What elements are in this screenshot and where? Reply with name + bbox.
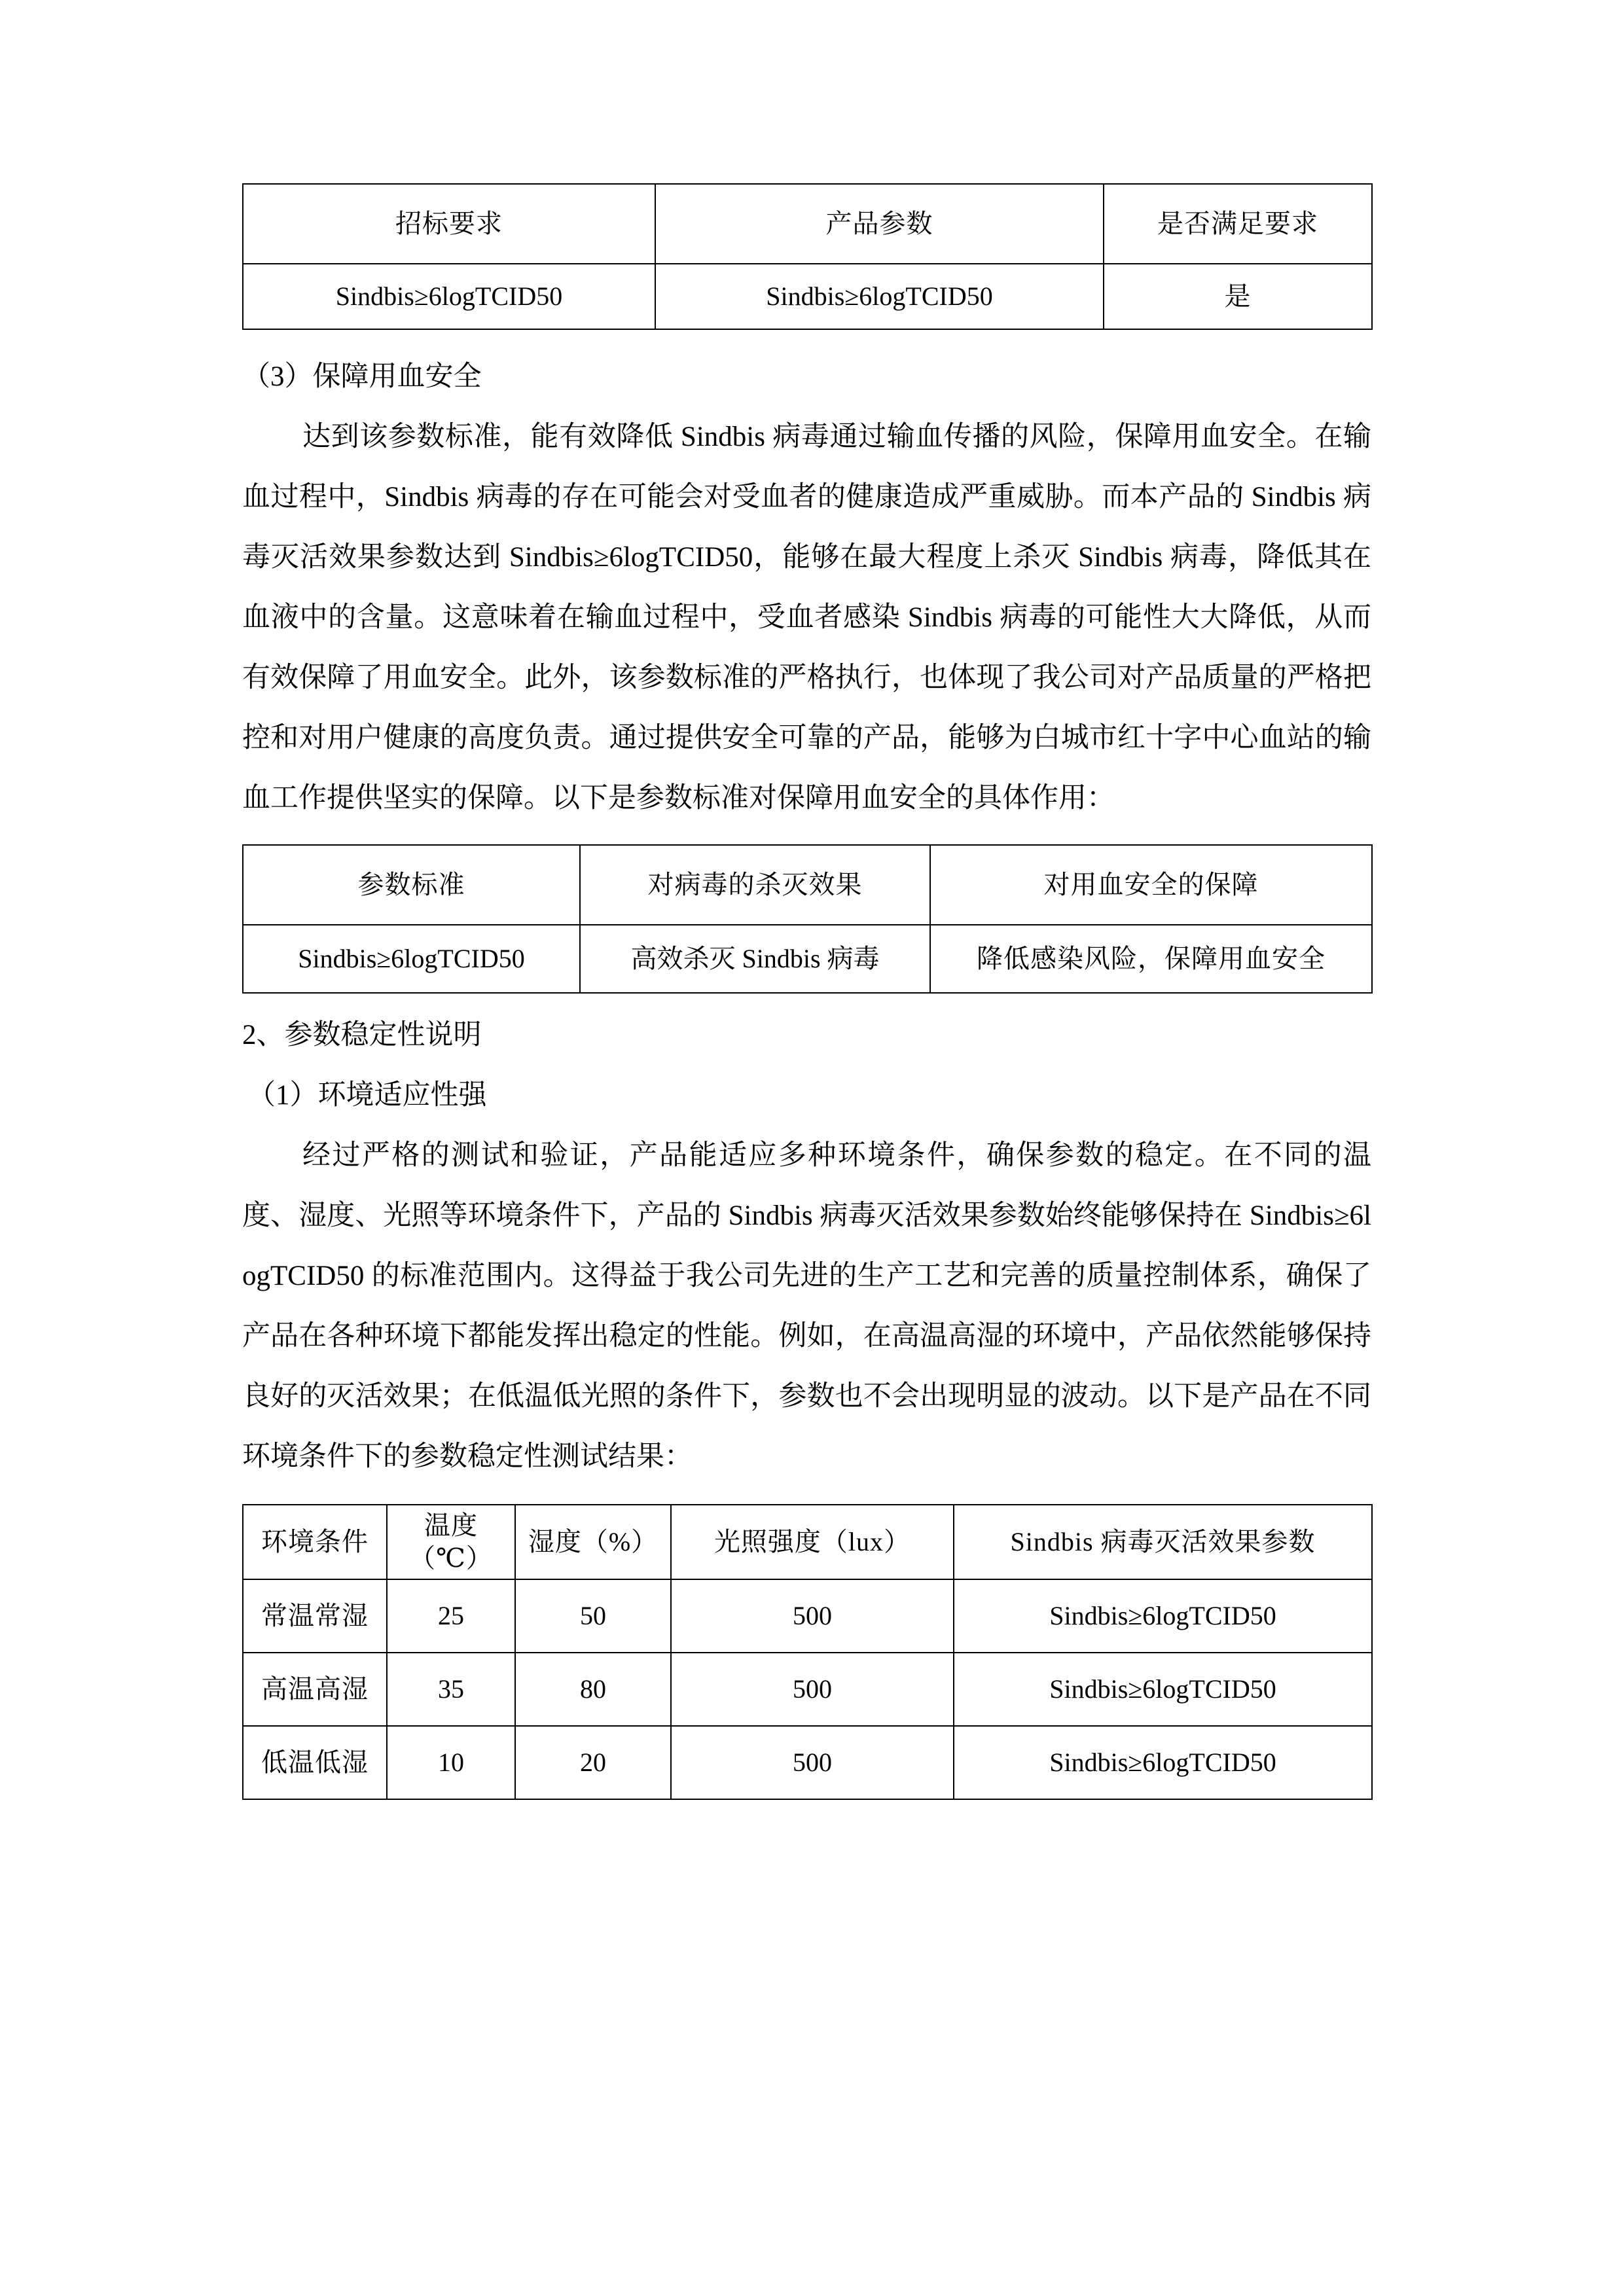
table-row — [243, 1653, 1372, 1726]
table-cell: 高效杀灭 Sindbis 病毒 — [580, 925, 930, 993]
table-cell: 35 — [387, 1653, 515, 1726]
table-row — [243, 1579, 1372, 1653]
paragraph-blood-safety: 达到该参数标准，能有效降低 Sindbis 病毒通过输血传播的风险，保障用血安全。在输血过程中，Sindbis 病毒的存在可能会对受血者的健康造成严重威胁。而本产品的 Sindbis 病毒灭活效果参数达到 Sindbis≥6logTCID50，能够在最大程度上杀灭 Sindbis 病毒，降低其在血液中的含量。这意味着在输血过程中，受血者感染 Sindbis 病毒的可能性大大降低，从而有效保障了用血安全。此外，该参数标准的严格执行，也体现了我公司对产品质量的严格把控和对用户健康的高度负责。通过提供安全可靠的产品，能够为白城市红十字中心血站的输血工作提供坚实的保障。以下是参数标准对保障用血安全的具体作用： — [242, 422, 1371, 814]
table-cell: 是 — [1104, 264, 1372, 329]
table-cell: 25 — [387, 1579, 515, 1653]
table-cell: 500 — [671, 1726, 954, 1799]
table-cell: Sindbis≥6logTCID50 — [954, 1653, 1372, 1726]
table-header-cell: 温度（℃） — [387, 1505, 515, 1579]
table-cell: Sindbis≥6logTCID50 — [243, 264, 655, 329]
table-cell: Sindbis≥6logTCID50 — [954, 1726, 1372, 1799]
paragraph-environment: 经过严格的测试和验证，产品能适应多种环境条件，确保参数的稳定。在不同的温度、湿度、光照等环境条件下，产品的 Sindbis 病毒灭活效果参数始终能够保持在 Sindbis≥6logTCID50 的标准范围内。这得益于我公司先进的生产工艺和完善的质量控制体系，确保了产品在各种环境下都能发挥出稳定的性能。例如，在高温高湿的环境中，产品依然能够保持良好的灭活效果；在低温低光照的条件下，参数也不会出现明显的波动。以下是产品在不同环境条件下的参数稳定性测试结果： — [242, 1140, 1371, 1472]
table-cell: 低温低湿 — [243, 1726, 387, 1799]
spacer — [242, 1487, 1371, 1504]
table-header-cell: 环境条件 — [243, 1505, 387, 1579]
table-cell: Sindbis≥6logTCID50 — [655, 264, 1104, 329]
table-header-cell: Sindbis 病毒灭活效果参数 — [954, 1505, 1372, 1579]
table-cell: 500 — [671, 1579, 954, 1653]
section-heading-blood-safety: （3）保障用血安全 — [242, 361, 482, 392]
table-cell: 500 — [671, 1653, 954, 1726]
table-header-cell: 产品参数 — [655, 184, 1104, 264]
table-row — [243, 925, 1372, 993]
table-header-cell: 对用血安全的保障 — [930, 845, 1372, 925]
table-cell: 10 — [387, 1726, 515, 1799]
table-header-cell: 对病毒的杀灭效果 — [580, 845, 930, 925]
table-row — [243, 1726, 1372, 1799]
spacer — [242, 829, 1371, 844]
spacer — [242, 994, 1371, 1005]
table-header-row — [243, 1505, 1372, 1579]
table-row — [243, 264, 1372, 329]
table-cell: Sindbis≥6logTCID50 — [243, 925, 580, 993]
section-heading-stability: 2、参数稳定性说明 — [242, 1020, 482, 1050]
table-header-cell: 湿度（%） — [515, 1505, 671, 1579]
table-cell: 高温高湿 — [243, 1653, 387, 1726]
page-content — [242, 183, 1371, 1800]
table-cell: Sindbis≥6logTCID50 — [954, 1579, 1372, 1653]
table-cell: 常温常湿 — [243, 1579, 387, 1653]
table-header-cell: 光照强度（lux） — [671, 1505, 954, 1579]
table-cell: 50 — [515, 1579, 671, 1653]
table-cell: 20 — [515, 1726, 671, 1799]
table-header-cell: 参数标准 — [243, 845, 580, 925]
spacer — [242, 330, 1371, 347]
table-cell: 80 — [515, 1653, 671, 1726]
table-header-cell: 招标要求 — [243, 184, 655, 264]
table-cell: 降低感染风险，保障用血安全 — [930, 925, 1372, 993]
blood-safety-table — [242, 844, 1373, 994]
table-header-row — [243, 845, 1372, 925]
compliance-table — [242, 183, 1373, 330]
table-header-row — [243, 184, 1372, 264]
section-heading-environment: （1）环境适应性强 — [247, 1080, 487, 1111]
stability-table — [242, 1504, 1373, 1800]
table-header-cell: 是否满足要求 — [1104, 184, 1372, 264]
